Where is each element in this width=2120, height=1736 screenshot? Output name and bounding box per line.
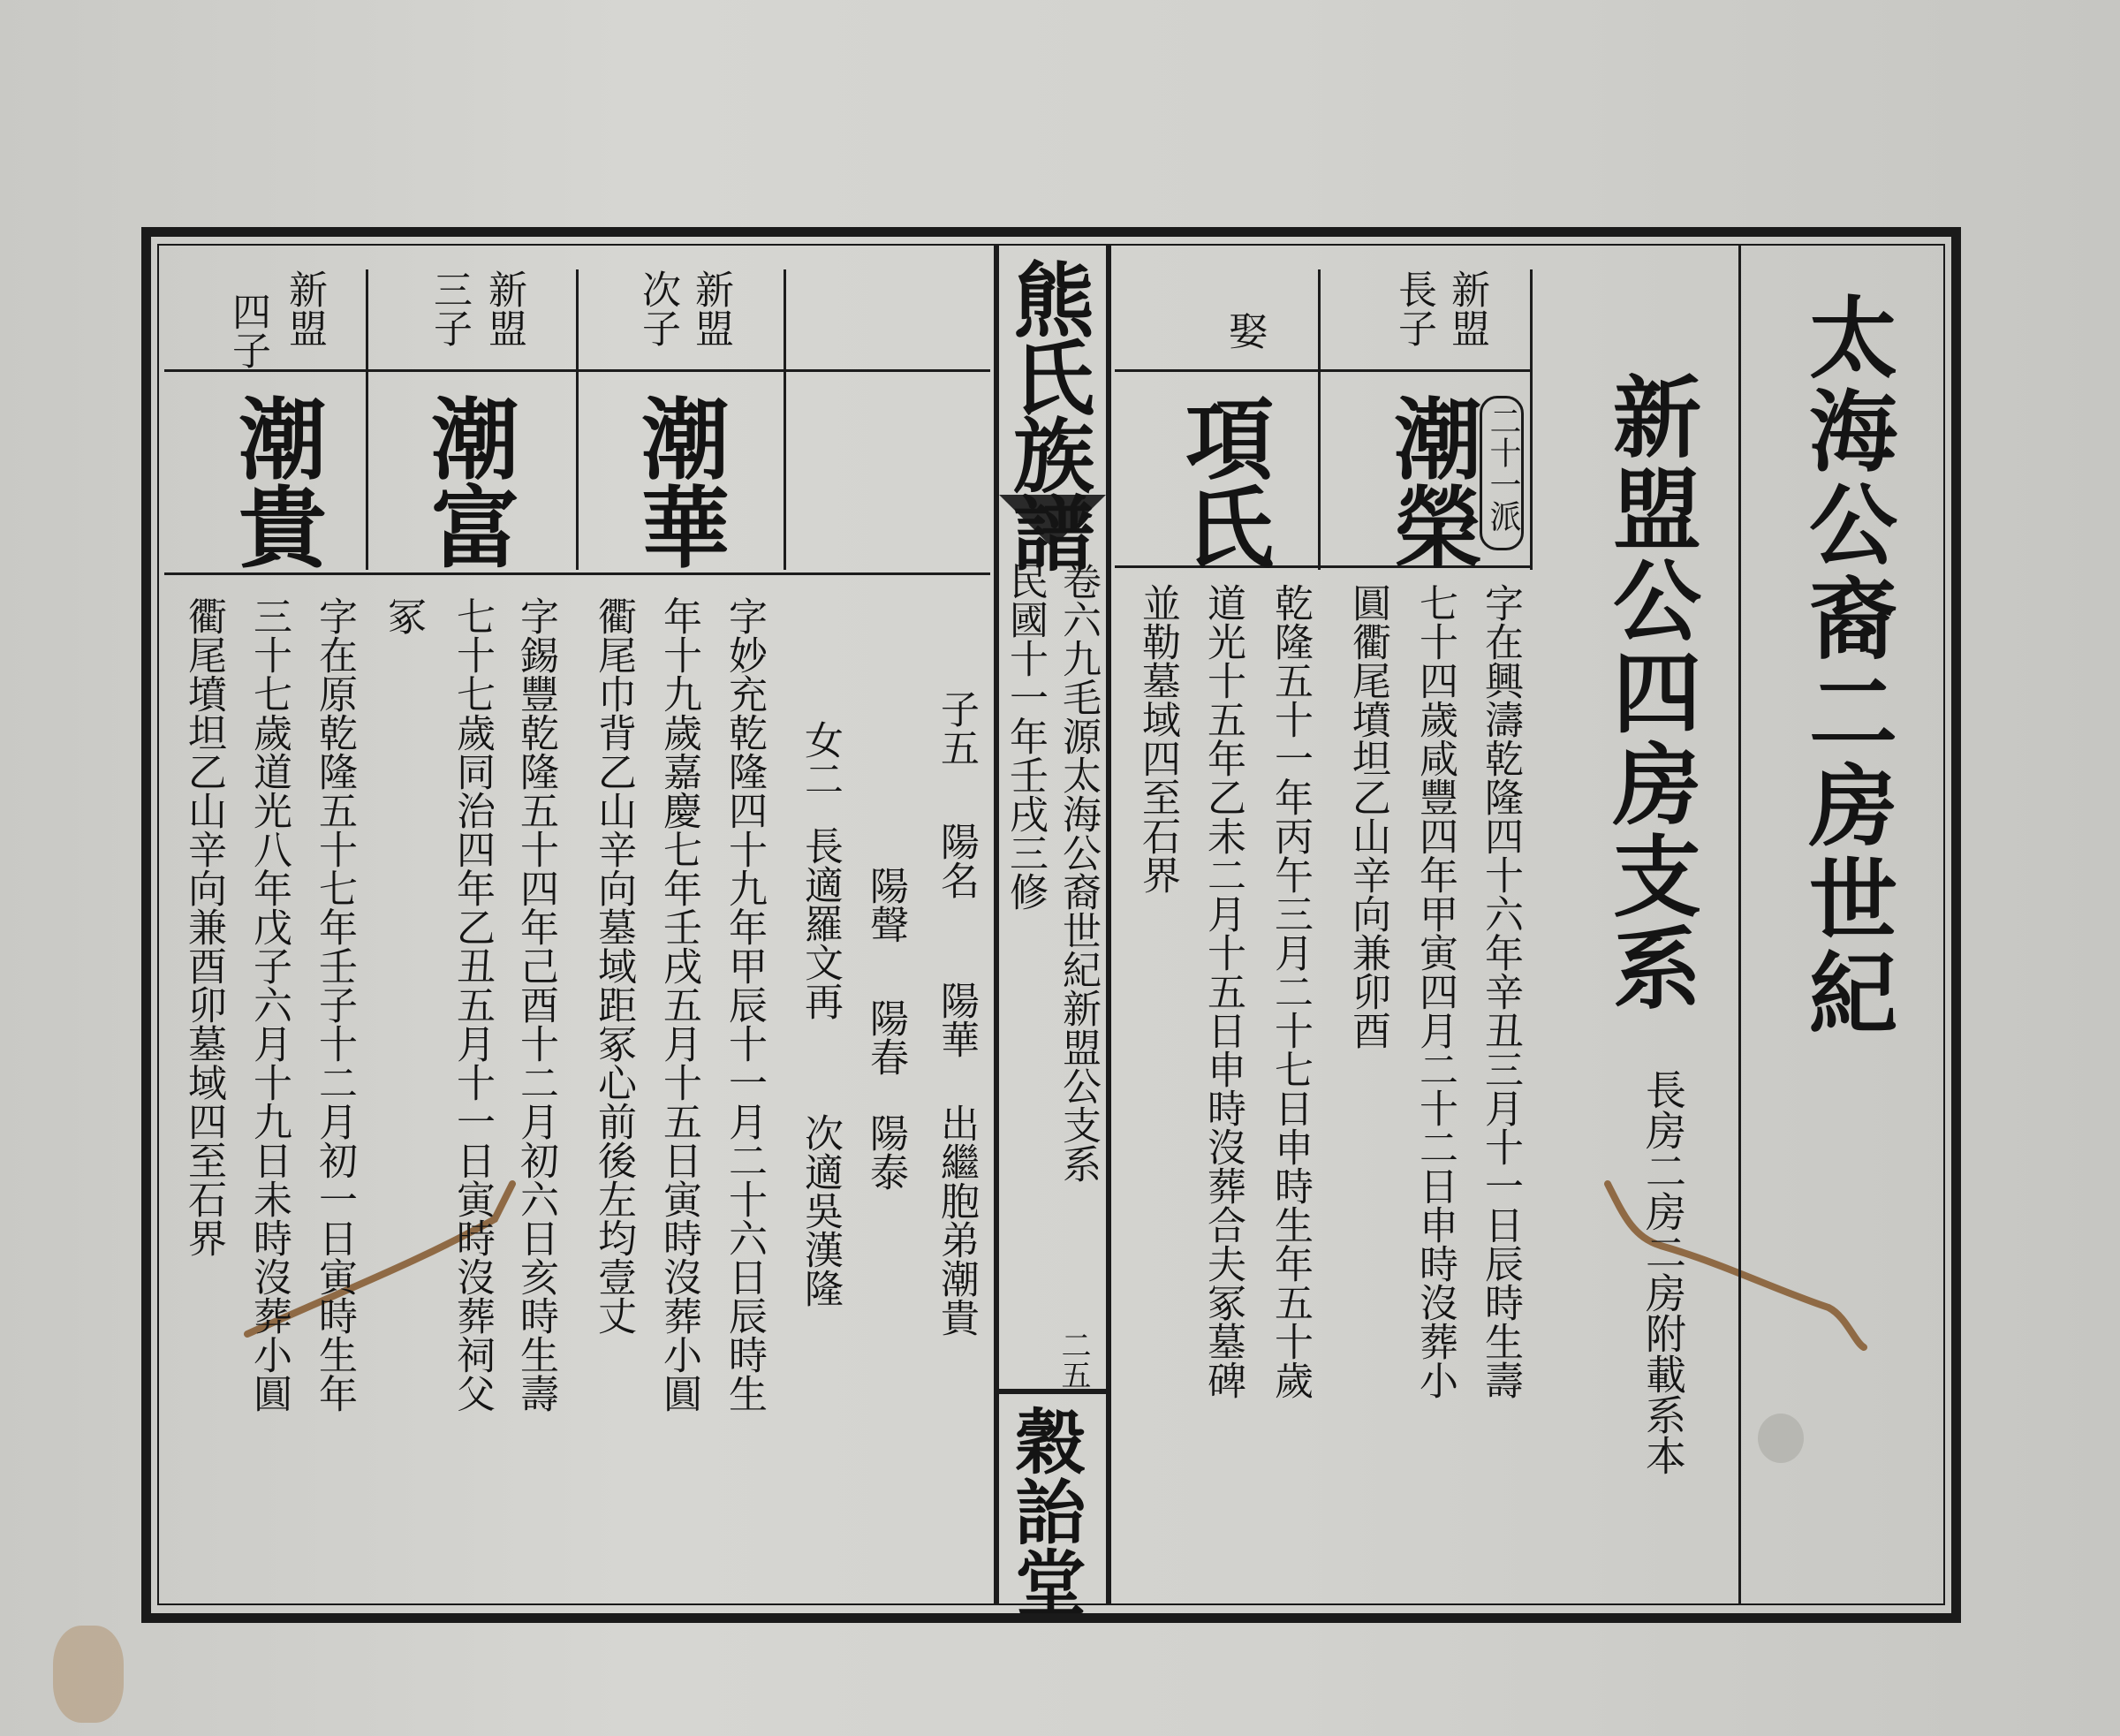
col2-text-line2: 七十七歲同治四年乙丑五月十一日寅時沒葬祠父 xyxy=(450,596,495,1413)
spine-border-left xyxy=(994,244,999,1605)
daughter-entry: 次適吳漢隆 xyxy=(798,1113,843,1308)
son-entry: 陽春 xyxy=(863,998,908,1076)
son-entry: 陽泰 xyxy=(863,1113,908,1191)
col3-label-line1: 新盟 xyxy=(688,269,733,347)
col3-text-line3: 衢尾巾背乙山辛向墓域距冢心前後左均壹丈 xyxy=(591,596,636,1335)
paper-stain xyxy=(53,1626,124,1723)
main-title: 太海公裔二房世紀 xyxy=(1794,292,1898,1041)
sons-heading: 子五 xyxy=(934,689,979,767)
section-note: 長房二房二房附載系本 xyxy=(1639,1069,1687,1475)
daughters-heading: 女二 xyxy=(798,720,843,798)
col1-label-line1: 新盟 xyxy=(282,269,327,347)
r-col1-text-line3: 圓衢尾墳坦乙山辛向兼卯酉 xyxy=(1345,583,1390,1050)
col2-label-line1: 新盟 xyxy=(481,269,526,347)
r-col2-label: 娶 xyxy=(1222,311,1267,350)
col1-text-line1: 字在原乾隆五十七年壬子十二月初一日寅時生年 xyxy=(312,596,357,1413)
r-col1-text-line1: 字在興濤乾隆四十六年辛丑三月十一日辰時生壽 xyxy=(1478,583,1523,1399)
r-col1-text-line2: 七十四歲咸豐四年甲寅四月二十二日申時沒葬小 xyxy=(1412,583,1458,1399)
volume-heading: 卷六九毛源太海公裔世紀新盟公支系 xyxy=(1056,561,1101,1183)
page-number: 二五 xyxy=(1056,1330,1091,1390)
r-col2-text-line2: 道光十五年乙未二月十五日申時沒葬合夫冢墓碑 xyxy=(1200,583,1246,1399)
right-vrule xyxy=(1318,269,1321,570)
title-column-border xyxy=(1738,244,1741,1605)
col3-name: 潮華 xyxy=(626,393,731,570)
right-vrule xyxy=(1530,269,1533,570)
col1-text-line2: 三十七歲道光八年戊子六月十九日未時沒葬小圓 xyxy=(246,596,292,1413)
r-col2-text-line3: 並勒墓域四至石界 xyxy=(1135,583,1180,894)
daughter-entry: 長適羅文再 xyxy=(798,826,843,1020)
r-col1-label-line2: 長子 xyxy=(1391,269,1436,347)
col1-name: 潮貴 xyxy=(223,393,328,570)
col2-text-line1: 字錫豐乾隆五十四年己酉十二月初六日亥時生壽 xyxy=(513,596,558,1413)
book-title: 熊氏族譜 xyxy=(1000,258,1095,569)
left-name-hline xyxy=(164,572,990,575)
col3-text-line2: 年十九歲嘉慶七年壬戌五月十五日寅時沒葬小圓 xyxy=(656,596,701,1413)
r-col1-name: 潮榮 xyxy=(1379,393,1483,570)
hall-name: 穀詒堂 xyxy=(1003,1405,1086,1617)
col2-label-line2: 三子 xyxy=(427,269,472,347)
col3-text-line1: 字妙充乾隆四十九年甲辰十一月二十六日辰時生 xyxy=(722,596,767,1413)
son-entry: 陽華 出繼胞弟潮貴 xyxy=(934,981,979,1337)
left-vrule xyxy=(784,269,786,570)
son-entry: 陽名 xyxy=(934,822,979,899)
col2-name: 潮富 xyxy=(416,393,520,570)
col1-label-line2: 四子 xyxy=(225,292,270,369)
col3-label-line2: 次子 xyxy=(635,269,680,347)
generation-label: 二十一派 xyxy=(1485,405,1521,532)
spine-border-right xyxy=(1106,244,1111,1605)
son-entry: 陽聲 xyxy=(863,866,908,944)
col2-text-line3: 冢 xyxy=(381,596,426,635)
r-col1-label-line1: 新盟 xyxy=(1444,269,1489,347)
right-header-hline xyxy=(1115,369,1530,372)
left-vrule xyxy=(576,269,579,570)
r-col2-name: 項氏 xyxy=(1170,393,1275,570)
section-title: 新盟公四房支系 xyxy=(1598,371,1702,1014)
left-vrule xyxy=(366,269,368,570)
col1-text-line3: 衢尾墳坦乙山辛向兼酉卯墓域四至石界 xyxy=(181,596,226,1257)
edition-note: 民國十一年壬戌三修 xyxy=(1003,561,1048,911)
r-col2-text-line1: 乾隆五十一年丙午三月二十七日申時生年五十歲 xyxy=(1268,583,1313,1399)
